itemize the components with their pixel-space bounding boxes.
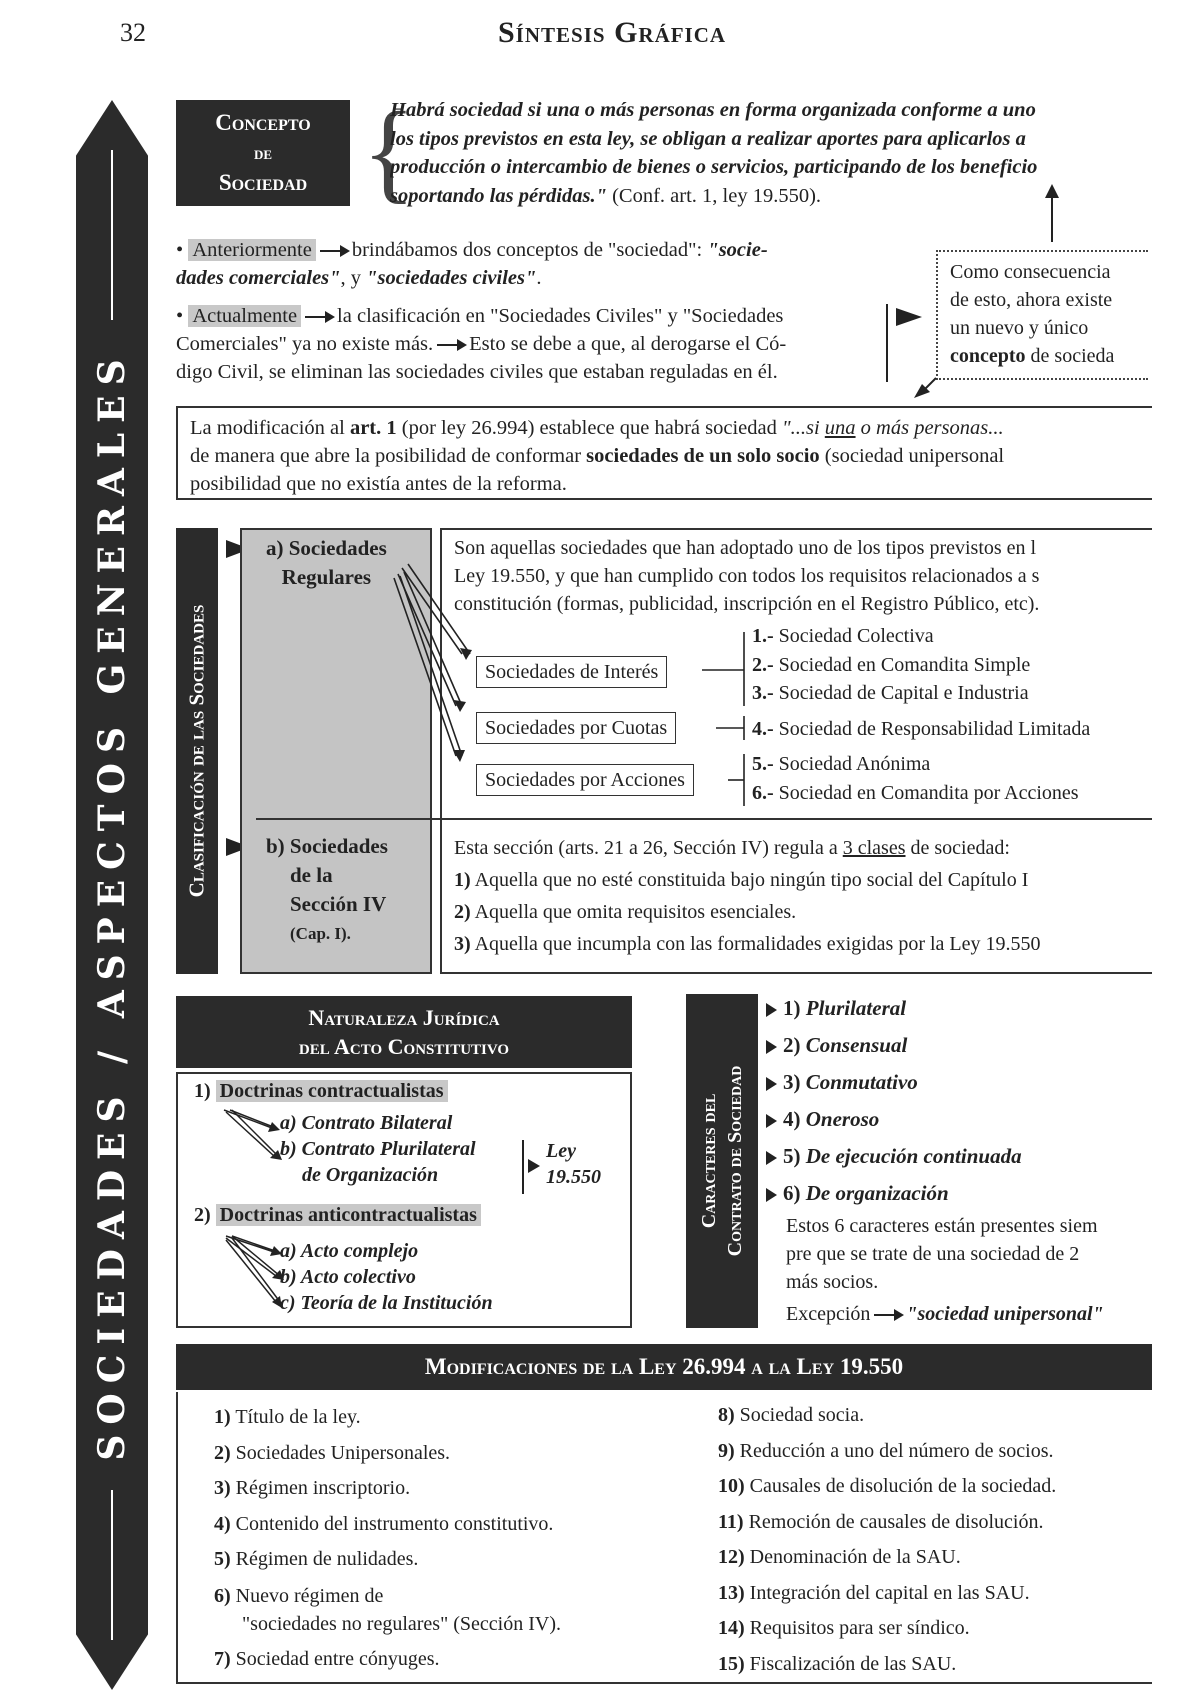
type-name: Sociedad de Capital e Industria	[778, 682, 1029, 704]
caracter-item: 4) Oneroso	[766, 1101, 1022, 1138]
caret-right-icon	[766, 1114, 777, 1128]
caracteres-note-line: más socios.	[786, 1271, 879, 1293]
side-banner-line-top	[111, 150, 113, 320]
mod-text: (por ley 26.994) establece que habrá sociedad	[396, 417, 782, 439]
caret-right-icon	[766, 1040, 777, 1054]
type-number: 3.-	[752, 682, 774, 704]
reg-description	[454, 534, 1150, 618]
mod-item: 6) Nuevo régimen de	[214, 1584, 384, 1607]
type-number: 1.-	[752, 625, 774, 647]
types-list	[752, 622, 1150, 807]
clasificacion-divider	[256, 818, 1152, 820]
type-number: 6.-	[752, 781, 774, 804]
modificaciones-left	[214, 1400, 561, 1677]
doctrina-item: c) Teoría de la Institución	[280, 1292, 493, 1314]
type-number: 5.-	[752, 753, 774, 775]
antes-text: brindábamos dos conceptos de "sociedad":	[351, 239, 708, 261]
mod-item: 8) Sociedad socia.	[718, 1404, 865, 1426]
excepcion-label: Excepción	[786, 1303, 871, 1325]
naturaleza-title-line: del Acto Constitutivo	[298, 1034, 510, 1059]
caracteres-list	[766, 990, 1022, 1212]
doctrinas-contractualistas	[194, 1080, 448, 1103]
seccion-iv-label	[266, 832, 388, 948]
mod-item: 14) Requisitos para ser síndico.	[718, 1617, 970, 1639]
page-title: Síntesis Gráfica	[498, 16, 727, 49]
type-name: Sociedad en Comandita Simple	[778, 653, 1031, 676]
mod-item: 3) Régimen inscriptorio.	[214, 1477, 411, 1499]
mod-text: de manera que abre la posibilidad de conformar	[190, 445, 587, 467]
group-interes: Sociedades de Interés	[476, 656, 667, 688]
doctrina-title: Doctrinas anticontractualistas	[216, 1204, 481, 1226]
connector-arrows	[900, 180, 1100, 410]
caracter-item: 6) De organización	[766, 1175, 1022, 1212]
concepto-def-line: producción o intercambio de bienes o servicios, participando de los beneficio	[390, 156, 1038, 178]
doctrina-2-items	[280, 1238, 493, 1316]
doctrina-number: 2)	[194, 1204, 211, 1226]
concepto-citation: (Conf. art. 1, ley 19.550).	[612, 184, 822, 207]
clasificacion-vertical-label: Clasificación de las Sociedades	[176, 528, 218, 974]
mod-text: La modificación al	[190, 417, 350, 439]
reg-label-line: Regulares	[281, 565, 372, 589]
group-acciones: Sociedades por Acciones	[476, 764, 694, 796]
mod-em: o más personas...	[855, 417, 1004, 439]
mod-item: 7) Sociedad entre cónyuges.	[214, 1647, 440, 1670]
consecuencia-line: Como consecuencia	[950, 261, 1111, 283]
ahora-block: • Actualmente la clasificación en "Sociedades Civiles" y "Sociedades Comerciales" ya no existe más. Esto se debe a que, al derogarse el Có- digo Civil, se eliminan las sociedades civiles que estaban reguladas en él.	[176, 305, 787, 383]
ley-label-line: 19.550	[546, 1166, 601, 1188]
seccion-underline: 3 clases	[842, 837, 906, 859]
concepto-def-line: Habrá sociedad si una o más personas en forma organizada conforme a uno	[390, 99, 1036, 121]
consecuencia-bold: concepto	[950, 345, 1026, 367]
mod-bold: sociedades de un solo socio	[586, 445, 820, 467]
mod-item: 2) Sociedades Unipersonales.	[214, 1441, 451, 1464]
mod-text: posibilidad que no existía antes de la reforma.	[190, 473, 567, 495]
ahora-text: Comerciales" ya no existe más.	[176, 333, 434, 355]
mod-item: 5) Régimen de nulidades.	[214, 1548, 419, 1570]
seccion-label-line: de la	[290, 863, 333, 887]
mod-item: 15) Fiscalización de las SAU.	[718, 1652, 957, 1675]
arrow-right-icon	[528, 1157, 546, 1175]
ley-label	[546, 1138, 601, 1190]
type-number: 2.-	[752, 653, 774, 676]
ahora-bracket	[886, 304, 888, 382]
doctrina-item: b) Acto colectivo	[280, 1266, 416, 1288]
consecuencia-line: un nuevo y único	[950, 317, 1089, 339]
antes-em: "socie-	[707, 239, 768, 261]
caracteres-note-line: pre que se trate de una sociedad de 2	[786, 1243, 1080, 1265]
doctrina-item: a) Contrato Bilateral	[280, 1112, 453, 1134]
mod-item: 4) Contenido del instrumento constitutivo.	[214, 1512, 554, 1535]
ahora-text: Esto se debe a que, al derogarse el Có-	[469, 333, 787, 355]
seccion-item-number: 2)	[454, 901, 471, 923]
consecuencia-line: de socieda	[1025, 345, 1115, 367]
seccion-item: Aquella que no esté constituida bajo ningún tipo social del Capítulo I	[474, 869, 1029, 891]
mod-bold: art. 1	[349, 417, 397, 439]
concepto-label-line: de	[253, 143, 273, 163]
antes-em: dades comerciales"	[176, 267, 341, 289]
seccion-label-line: Sección IV	[290, 892, 387, 916]
doctrina-number: 1)	[194, 1080, 211, 1102]
type-number: 4.-	[752, 717, 774, 740]
group-cuotas: Sociedades por Cuotas	[476, 712, 676, 744]
modificacion-box	[176, 406, 1152, 500]
doctrina-1-items	[280, 1110, 476, 1188]
caret-right-icon	[766, 1077, 777, 1091]
ahora-tag: Actualmente	[188, 305, 301, 327]
doctrina-item: b) Contrato Plurilateral	[280, 1138, 476, 1160]
side-banner-line-bottom	[111, 1490, 113, 1640]
caracter-item: 1) Plurilateral	[766, 990, 1022, 1027]
modificaciones-title: Modificaciones de la Ley 26.994 a la Ley 19.550	[176, 1344, 1152, 1390]
seccion-text: Esta sección (arts. 21 a 26, Sección IV) regula a	[454, 837, 843, 859]
ahora-text: digo Civil, se eliminan las sociedades civiles que estaban reguladas en él.	[176, 361, 778, 383]
mod-item: 9) Reducción a uno del número de socios.	[718, 1439, 1054, 1462]
concepto-brace: {	[362, 90, 416, 214]
ley-bracket	[522, 1140, 524, 1194]
caracteres-note-line: Estos 6 caracteres están presentes siem	[786, 1215, 1098, 1237]
reg-desc-line: Ley 19.550, y que han cumplido con todos los requisitos relacionados a s	[454, 565, 1040, 587]
reg-label	[266, 534, 387, 592]
reg-arrows	[390, 560, 490, 770]
mod-item: 12) Denominación de la SAU.	[718, 1546, 961, 1568]
caracteres-vertical-label	[686, 994, 758, 1328]
group-connectors	[700, 630, 756, 810]
seccion-label-small: (Cap. I).	[290, 924, 351, 943]
seccion-item-number: 1)	[454, 869, 471, 891]
arrow-right-icon	[305, 316, 333, 318]
mod-em: "...si	[782, 417, 825, 439]
seccion-item-number: 3)	[454, 933, 471, 955]
excepcion-text: "sociedad unipersonal"	[906, 1303, 1104, 1325]
concepto-def-line: soportando las pérdidas."	[390, 184, 607, 207]
concepto-label-line: Concepto	[215, 110, 311, 135]
mod-text: (sociedad unipersonal	[819, 445, 1005, 467]
type-name: Sociedad Colectiva	[778, 625, 934, 647]
caracter-item: 2) Consensual	[766, 1027, 1022, 1064]
antes-tag: Anteriormente	[188, 239, 316, 261]
arrow-right-icon	[320, 250, 348, 252]
consecuencia-line: de esto, ahora existe	[950, 289, 1113, 311]
caracter-item: 3) Conmutativo	[766, 1064, 1022, 1101]
caret-right-icon	[766, 1003, 777, 1017]
ley-label-line: Ley	[546, 1140, 576, 1162]
modificaciones-right	[718, 1398, 1056, 1682]
concepto-def-line: los tipos previstos en esta ley, se obligan a realizar aportes para aplicarlos a	[390, 127, 1026, 150]
antes-block: • Anteriormente brindábamos dos conceptos de "sociedad": "socie- dades comerciales", y "sociedades civiles".	[176, 239, 768, 289]
doctrina-item: de Organización	[302, 1164, 439, 1186]
ahora-text: la clasificación en "Sociedades Civiles" y "Sociedades	[337, 305, 784, 327]
seccion-item: Aquella que incumpla con las formalidades exigidas por la Ley 19.550	[474, 933, 1041, 955]
antes-em: "sociedades civiles"	[366, 267, 537, 289]
arrow-right-icon	[874, 1314, 902, 1316]
antes-text: , y	[340, 267, 367, 289]
doctrina-title: Doctrinas contractualistas	[216, 1080, 448, 1102]
seccion-iv-description	[454, 832, 1150, 960]
mod-item: 13) Integración del capital en las SAU.	[718, 1581, 1030, 1604]
caret-right-icon	[766, 1188, 777, 1202]
antes-text: .	[536, 267, 542, 289]
type-name: Sociedad Anónima	[778, 753, 931, 775]
type-name: Sociedad en Comandita por Acciones	[778, 781, 1079, 804]
doctrinas-anticontractualistas	[194, 1204, 481, 1227]
naturaleza-title	[176, 996, 632, 1068]
type-name: Sociedad de Responsabilidad Limitada	[778, 717, 1091, 740]
mod-item: "sociedades no regulares" (Sección IV).	[242, 1612, 561, 1635]
mod-item: 10) Causales de disolución de la sociedad.	[718, 1475, 1057, 1497]
reg-desc-line: Son aquellas sociedades que han adoptado uno de los tipos previstos en l	[454, 537, 1037, 559]
caracteres-label-line: Caracteres del	[698, 1093, 720, 1229]
caracteres-label-line: Contrato de Sociedad	[724, 1065, 746, 1257]
seccion-item: Aquella que omita requisitos esenciales.	[474, 901, 797, 923]
seccion-label-line: b) Sociedades	[266, 834, 388, 858]
reg-desc-line: constitución (formas, publicidad, inscripción en el Registro Público, etc).	[454, 593, 1040, 615]
concepto-label	[176, 100, 350, 206]
mod-item: 11) Remoción de causales de disolución.	[718, 1510, 1044, 1533]
seccion-text: de sociedad:	[905, 837, 1010, 859]
caracter-item: 5) De ejecución continuada	[766, 1138, 1022, 1175]
reg-label-line: a) Sociedades	[266, 536, 387, 560]
concepto-label-line: Sociedad	[218, 170, 308, 195]
mod-item: 1) Título de la ley.	[214, 1406, 361, 1428]
doctrina-item: a) Acto complejo	[280, 1240, 419, 1262]
page-number: 32	[120, 18, 146, 47]
arrow-right-icon	[437, 344, 465, 346]
naturaleza-title-line: Naturaleza Jurídica	[308, 1005, 500, 1030]
mod-em: una	[824, 417, 856, 439]
caracteres-note	[786, 1212, 1150, 1328]
caret-right-icon	[766, 1151, 777, 1165]
